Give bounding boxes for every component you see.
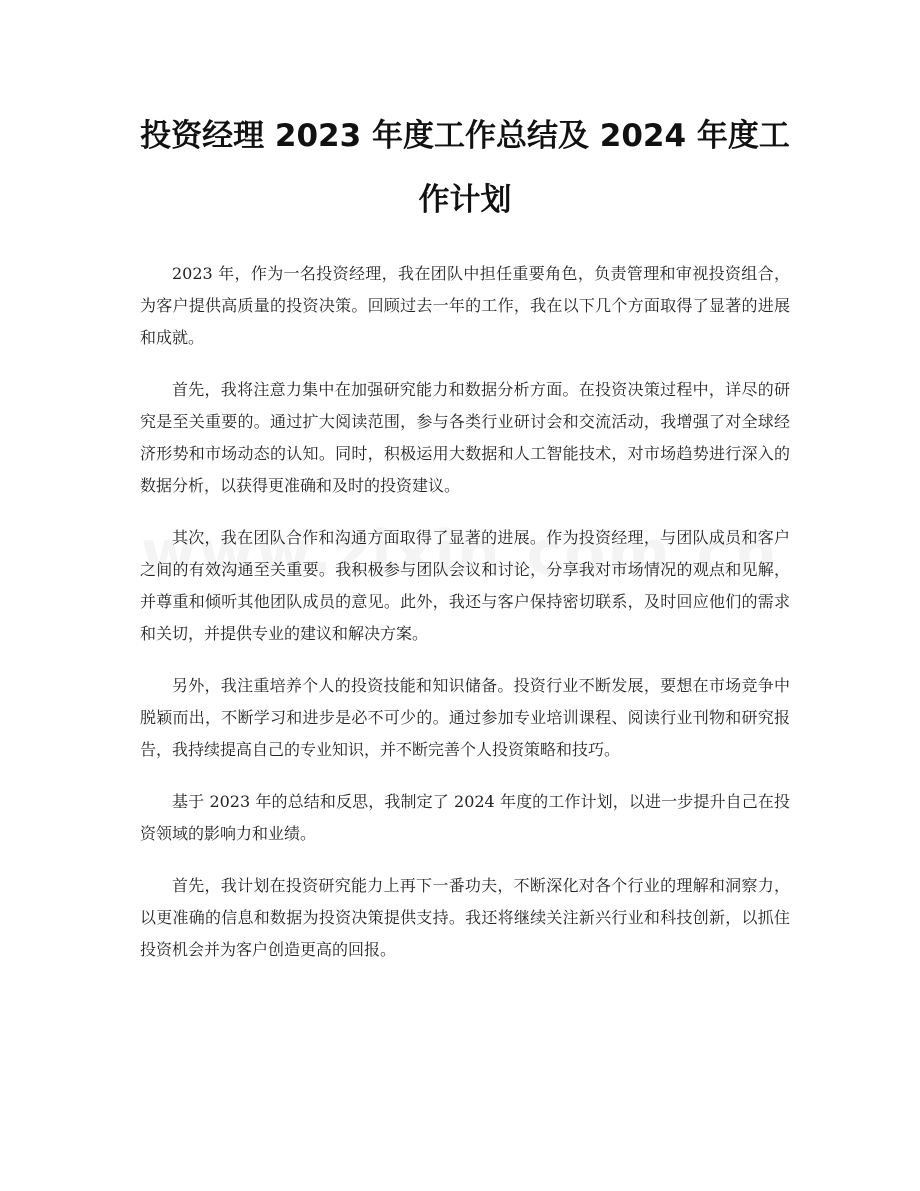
- paragraph-skills: 另外，我注重培养个人的投资技能和知识储备。投资行业不断发展，要想在市场竞争中脱颖而出，不断学习和进步是必不可少的。通过参加专业培训课程、阅读行业刊物和研究报告，我持续提高自己的专业知识，并不断完善个人投资策略和技巧。: [140, 676, 790, 759]
- paragraph-research: 首先，我将注意力集中在加强研究能力和数据分析方面。在投资决策过程中，详尽的研究是至关重要的。通过扩大阅读范围，参与各类行业研讨会和交流活动，我增强了对全球经济形势和市场动态的认知。同时，积极运用大数据和人工智能技术，对市场趋势进行深入的数据分析，以获得更准确和及时的投资建议。: [140, 380, 790, 495]
- title-line-1: 投资经理 2023 年度工作总结及 2024 年度工: [140, 118, 790, 154]
- paragraph-intro: 2023 年，作为一名投资经理，我在团队中担任重要角色，负责管理和审视投资组合，为客户提供高质量的投资决策。回顾过去一年的工作，我在以下几个方面取得了显著的进展和成就。: [140, 264, 790, 347]
- document-title: [140, 104, 790, 232]
- paragraph-plan-intro: 基于 2023 年的总结和反思，我制定了 2024 年度的工作计划，以进一步提升自己在投资领域的影响力和业绩。: [140, 792, 790, 843]
- paragraph-teamwork: 其次，我在团队合作和沟通方面取得了显著的进展。作为投资经理，与团队成员和客户之间的有效沟通至关重要。我积极参与团队会议和讨论，分享我对市场情况的观点和见解，并尊重和倾听其他团队成员的意见。此外，我还与客户保持密切联系，及时回应他们的需求和关切，并提供专业的建议和解决方案。: [140, 528, 790, 643]
- title-line-2: 作计划: [418, 182, 512, 218]
- paragraph-plan-research: 首先，我计划在投资研究能力上再下一番功夫，不断深化对各个行业的理解和洞察力，以更准确的信息和数据为投资决策提供支持。我还将继续关注新兴行业和科技创新，以抓住投资机会并为客户创造更高的回报。: [140, 876, 790, 959]
